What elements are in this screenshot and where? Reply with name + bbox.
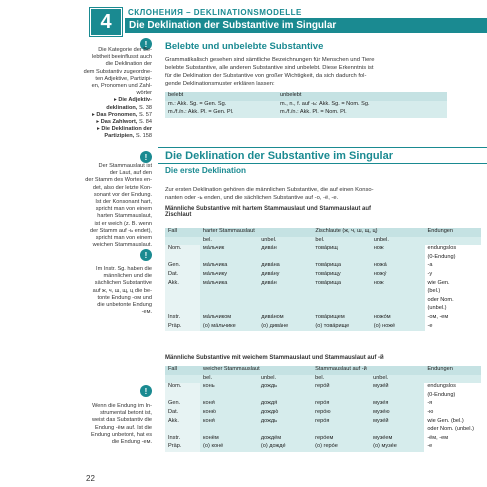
table-cell: (о) това́рище <box>312 323 370 332</box>
table-cell: ма́льчиком <box>200 314 258 323</box>
text-line: der Laut, auf den <box>109 170 152 177</box>
table-cell: -ю <box>427 408 434 415</box>
info-icon: ! <box>140 151 152 163</box>
table-cell: Akk. <box>165 280 200 289</box>
table-cell <box>258 305 312 314</box>
table-cell: нож <box>371 245 425 254</box>
table-cell <box>371 305 425 314</box>
table-cell: weicher Stammauslaut <box>200 366 312 375</box>
table-caption: Männliche Substantive mit weichem Stammauslaut und Stammauslaut auf -й <box>165 355 384 361</box>
table-cell: Gen. <box>165 400 200 409</box>
text-line: Männliche Substantive mit hartem Stammauslaut und Stammauslaut auf <box>165 206 372 212</box>
table-cell: дождя́ <box>258 400 312 409</box>
table-cell: дождём <box>258 435 312 444</box>
table-cell <box>312 288 370 297</box>
sidebar-note-stammauslaut <box>80 163 152 249</box>
table-cell <box>424 375 481 384</box>
ref-label: ▸ Das Pronomen, <box>91 111 138 118</box>
table-cell: Nom. <box>165 383 200 392</box>
table-cell: конь <box>200 383 258 392</box>
chapter-number: 4 <box>90 8 122 36</box>
text-line: Grammatikalisch gesehen sind sämtliche Bezeichnungen für Menschen und Tiere <box>165 57 375 63</box>
text-line: sonant vor der Endung. <box>93 191 152 198</box>
table-cell: Endungen <box>425 228 481 237</box>
table-cell: Fall <box>165 228 200 237</box>
table-cell <box>200 297 258 306</box>
table-cell: музе́ю <box>370 409 424 418</box>
text-line: det, also der letzte Kon- <box>92 184 152 191</box>
table-row <box>165 409 481 418</box>
table-row <box>165 288 481 297</box>
text-line: Im Instr. Sg. haben die <box>96 266 152 272</box>
table-row <box>165 383 481 392</box>
declension-table-hard <box>165 228 481 331</box>
sidebar-note-endung <box>80 403 152 446</box>
table-cell: endungslos <box>427 245 457 252</box>
sidebar-note-instrumental <box>80 266 152 316</box>
text-line: weichen Stammauslaut. <box>92 242 152 249</box>
table-cell: endungslos <box>427 383 456 390</box>
table-cell: unbel. <box>261 236 277 243</box>
text-line: Zischlaut <box>165 212 192 218</box>
table-cell: дождь <box>258 383 312 392</box>
table-cell <box>258 426 312 435</box>
table-cell: m./f./n.: Akk. Pl. = Nom. Pl. <box>280 109 347 116</box>
text-line: lebtheit beeinflusst auch <box>91 54 152 61</box>
table-cell: коня́ <box>200 400 258 409</box>
table-cell: геро́й <box>312 383 370 392</box>
ref-page: S. 84 <box>138 119 152 126</box>
table-cell: геро́ем <box>312 435 370 444</box>
table-cell <box>371 288 425 297</box>
table-cell: bel. <box>315 374 325 381</box>
table-row <box>165 305 481 314</box>
table-cell: дива́ном <box>258 314 312 323</box>
table-cell: (о) ма́льчике <box>200 323 258 332</box>
table-cell: ма́льчика <box>200 280 258 289</box>
sidebar-note-belebtheit <box>80 47 152 141</box>
ref-label: Partizipien, <box>104 133 135 140</box>
section-heading: Belebte und unbelebte Substantive <box>165 41 324 52</box>
table-cell <box>165 254 200 263</box>
table-cell <box>165 288 200 297</box>
table-cell: -е <box>427 443 433 450</box>
table-cell <box>165 237 200 246</box>
page-number: 22 <box>86 474 95 483</box>
table-row <box>165 418 481 427</box>
belebt-table <box>165 92 447 118</box>
table-cell: ма́льчику <box>200 271 258 280</box>
table-cell: музе́я <box>370 400 424 409</box>
table-cell: -у <box>427 270 433 277</box>
table-cell <box>312 426 370 435</box>
ref-label: deklination, <box>106 104 138 111</box>
table-cell <box>200 426 258 435</box>
table-cell: геро́я <box>312 418 370 427</box>
cross-reference-link[interactable] <box>80 119 152 126</box>
text-line: tonte Endung -ом und <box>97 294 152 301</box>
table-cell: (0-Endung) <box>427 253 456 260</box>
text-line: nanten oder -ь enden, und die sächlichen Substantive auf -о, -ё, -е. <box>165 195 339 201</box>
chapter-header <box>0 0 487 38</box>
table-row <box>165 271 481 280</box>
declension-table <box>165 366 481 452</box>
table-cell: Dat. <box>165 271 200 280</box>
cross-reference-link[interactable] <box>80 112 152 119</box>
text-line: Endung -ём auf. Ist die <box>94 424 152 431</box>
table-row <box>165 280 481 289</box>
table-cell: музе́ем <box>370 435 424 444</box>
table-row <box>165 245 481 254</box>
table-cell: -ём, -ем <box>427 434 449 441</box>
text-line: harten Stammauslaut, <box>97 213 152 220</box>
table-cell: Präp. <box>165 443 200 452</box>
text-line: dem Substantiv zugeordne- <box>83 68 152 75</box>
cross-reference-link[interactable] <box>80 126 152 140</box>
table-cell <box>258 297 312 306</box>
table-cell: дива́н <box>258 245 312 254</box>
table-caption-2 <box>165 355 481 361</box>
table-cell <box>165 297 200 306</box>
text-line: Wenn die Endung im In- <box>92 403 152 409</box>
table-cell: -я <box>427 400 433 407</box>
text-line: strumental betont ist, <box>100 410 152 417</box>
text-line: der Stamm auf -ь endet), <box>90 227 152 234</box>
table-cell: bel. <box>203 374 213 381</box>
text-line: weist das Substantiv die <box>91 417 152 424</box>
table-cell <box>200 288 258 297</box>
text-line: auf ж, ч, ш, щ, ц die be- <box>92 287 152 294</box>
table-cell: Fall <box>165 366 200 375</box>
table-cell: Stammauslaut auf -й <box>312 366 424 375</box>
table-row <box>165 314 481 323</box>
text-line: spricht man von einem <box>95 206 152 213</box>
table-row <box>165 323 481 332</box>
text-line: wörter <box>136 90 152 97</box>
table-cell: (о) дива́не <box>258 323 312 332</box>
table-cell: unbel. <box>260 374 277 381</box>
text-line: en, Pronomen und Zahl- <box>91 83 152 90</box>
table-cell: дождь <box>258 418 312 427</box>
table-cell: Endungen <box>424 366 481 375</box>
table-caption <box>165 206 481 218</box>
table-cell: геро́ю <box>312 409 370 418</box>
text-line: belebte Substantive, alle anderen Substantive sind unbelebt. Diese Erkenntnis ist <box>165 65 374 71</box>
text-line: ten Adjektive, Partizipi- <box>95 75 152 82</box>
table-cell: дива́н <box>258 280 312 289</box>
section-belebt <box>165 41 481 118</box>
table-cell: -е <box>427 322 433 329</box>
table-row <box>165 443 481 452</box>
cross-reference-link[interactable] <box>80 97 152 111</box>
text-line: Endung unbetont, hat es <box>91 431 152 438</box>
text-line: ist er weich (z. B. wenn <box>94 220 152 227</box>
info-icon: ! <box>140 249 152 261</box>
table-cell <box>312 305 370 314</box>
table-cell: Instr. <box>165 435 200 444</box>
table-cell: bel. <box>202 236 212 243</box>
table-cell: Dat. <box>165 409 200 418</box>
table-cell <box>200 305 258 314</box>
table-cell: ма́льчик <box>200 245 258 254</box>
table-cell: m., n., f. auf -ь: Akk. Sg. = Nom. Sg. <box>280 100 370 107</box>
text-line: Ist der Konsonant hart, <box>95 199 152 206</box>
table-cell: музе́й <box>370 418 424 427</box>
table-cell: Instr. <box>165 314 200 323</box>
ref-label: ▸ Die Adjektiv- <box>113 97 152 104</box>
table-cell <box>165 392 200 401</box>
table-cell: (о) ноже́ <box>371 323 425 332</box>
text-line: spricht man von einem <box>95 235 152 242</box>
table-cell: това́рища <box>312 280 370 289</box>
table-cell: m./f./n.: Akk. Pl. = Gen. Pl. <box>168 109 234 116</box>
declension-table <box>165 228 481 331</box>
table-cell <box>370 426 424 435</box>
info-icon: ! <box>140 385 152 397</box>
table-cell: ма́льчика <box>200 262 258 271</box>
table-cell: bel. <box>315 236 325 243</box>
section-title: Die Deklination der Substantive im Singular <box>165 150 393 162</box>
table-cell: (unbel.) <box>427 305 447 312</box>
table-cell <box>371 297 425 306</box>
table-cell: unbel. <box>373 374 389 381</box>
table-cell: дождю́ <box>258 409 312 418</box>
table-cell: ножа́ <box>371 262 425 271</box>
table-cell <box>312 297 370 306</box>
table-cell: oder Nom. <box>427 296 454 303</box>
table-row <box>165 297 481 306</box>
ref-page: S. 57 <box>138 111 152 118</box>
section-paragraph <box>165 186 481 202</box>
table-cell: m.: Akk. Sg. = Gen. Sg. <box>168 100 227 107</box>
text-line: die unbetonte Endung <box>97 302 152 309</box>
text-line: männlichen und die <box>103 273 152 280</box>
table-cell: това́рищу <box>312 271 370 280</box>
text-line: -ем. <box>141 309 152 316</box>
table-cell <box>165 375 200 384</box>
table-cell: unbel. <box>373 236 389 243</box>
table-cell: wie Gen. <box>427 279 450 286</box>
table-cell: (0-Endung) <box>427 391 456 398</box>
table-cell: геро́я <box>312 400 370 409</box>
text-line: gende Deklinationsmuster erklären lassen: <box>165 81 275 87</box>
text-line: Zur ersten Deklination gehören die männlichen Substantive, die auf einen Konso- <box>165 187 374 193</box>
table-cell: коню́ <box>200 409 258 418</box>
table-cell: музе́й <box>370 383 424 392</box>
ref-page: S. 38 <box>138 104 152 111</box>
table-cell: коня́ <box>200 418 258 427</box>
table-cell: (о) дожде́ <box>258 443 312 452</box>
table-cell: (bel.) <box>427 288 441 295</box>
text-line: die Deklination der <box>105 61 152 68</box>
text-line: für die Deklination der Substantive von großer Wichtigkeit, da sich dadurch fol- <box>165 73 367 79</box>
section-paragraph <box>165 56 481 88</box>
table-row <box>165 262 481 271</box>
info-icon: ! <box>140 38 152 50</box>
ref-page: S. 158 <box>135 133 152 140</box>
table-cell: конём <box>200 435 258 444</box>
table-header: belebt <box>165 92 277 101</box>
table-cell: -а <box>427 262 433 269</box>
text-line: Die Kategorie der Be- <box>98 47 152 53</box>
section-intro <box>165 186 481 218</box>
table-cell: дива́ну <box>258 271 312 280</box>
table-cell: Akk. <box>165 418 200 427</box>
declension-table-soft <box>165 366 481 452</box>
table-cell: (о) геро́е <box>312 443 370 452</box>
chapter-kicker: СКЛОНЕНИЯ – DEKLINATIONSMODELLE <box>128 8 302 17</box>
table-cell: Nom. <box>165 245 200 254</box>
ref-label: ▸ Die Deklination der <box>96 126 152 133</box>
table-cell: това́рища <box>312 262 370 271</box>
table-cell: ножо́м <box>371 314 425 323</box>
table-cell: това́рищ <box>312 245 370 254</box>
table-cell <box>258 288 312 297</box>
text-line: sächlichen Substantive <box>94 280 152 287</box>
table-cell: (о) музе́е <box>370 443 424 452</box>
table-cell: -ом, -ем <box>427 313 449 320</box>
table-cell: Gen. <box>165 262 200 271</box>
table-header: unbelebt <box>277 92 447 101</box>
table-cell: Präp. <box>165 323 200 332</box>
table-cell: Zischlaute (ж, ч, ш, щ, ц) <box>312 228 424 237</box>
text-line: die Endung -ем. <box>111 439 152 446</box>
table-row <box>165 400 481 409</box>
table-cell: ножу́ <box>371 271 425 280</box>
text-line: Der Stammauslaut ist <box>98 163 152 169</box>
table-cell: wie Gen. (bel.) <box>427 417 464 424</box>
section-subtitle: Die erste Deklination <box>165 166 246 175</box>
ref-label: ▸ Das Zahlwort, <box>96 119 138 126</box>
table-cell: дива́на <box>258 262 312 271</box>
table-cell: (о) коне́ <box>200 443 258 452</box>
table-row <box>165 426 481 435</box>
chapter-title: Die Deklination der Substantive im Singular <box>125 18 487 33</box>
table-cell <box>165 305 200 314</box>
table-cell: harter Stammauslaut <box>200 228 312 237</box>
text-line: der Stamm des Wortes en- <box>85 177 152 184</box>
table-cell <box>165 426 200 435</box>
table-cell: това́рищем <box>312 314 370 323</box>
table-cell <box>425 237 481 246</box>
table-cell: oder Nom. (unbel.) <box>427 426 474 433</box>
table-cell: нож <box>371 280 425 289</box>
